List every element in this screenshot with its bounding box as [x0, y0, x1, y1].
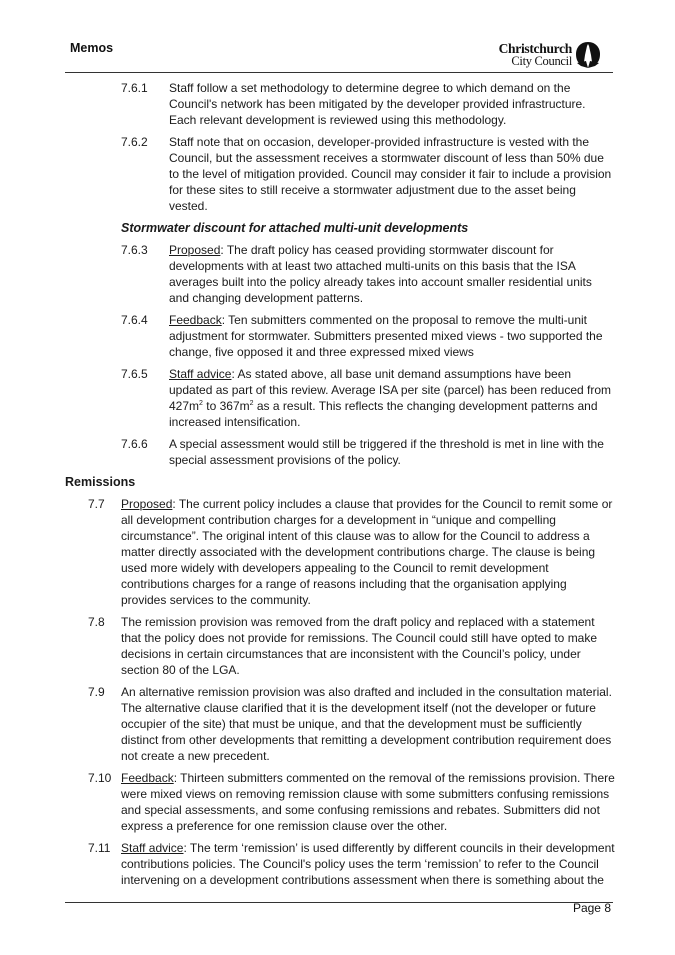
paragraph-number: 7.6.2 [121, 135, 148, 149]
paragraph-7-6-5 [0, 366, 675, 430]
paragraph-content: : Ten submitters commented on the proposal to remove the multi-unit adjustment for stormwater. Submitters presented mixed views - two supported the change, five opposed it and three expressed mixed views [169, 313, 603, 359]
paragraph-label: Proposed [169, 243, 221, 257]
paragraph-number: 7.11 [88, 841, 111, 855]
logo-text [499, 43, 572, 67]
paragraph-number: 7.8 [88, 615, 105, 629]
paragraph-7-6-6 [0, 436, 675, 468]
paragraph-text: An alternative remission provision was also drafted and included in the consultation material. The alternative clause clarified that it is the development itself (not the developer or future occupier of the site) that must be unique, and that the development must be sufficiently distinct from other developments that remitting a development contribution requirement does not create a new precedent. [121, 685, 612, 763]
paragraph-number: 7.10 [88, 771, 112, 785]
heading-remissions: Remissions [65, 475, 136, 489]
paragraph-text [121, 496, 615, 608]
paragraph-text [169, 242, 615, 306]
paragraph-number: 7.6.4 [121, 313, 148, 327]
paragraph-content: as a result. This reflects the changing development patterns and increased intensification. [169, 399, 598, 429]
paragraph-content: to 367m [202, 399, 250, 413]
paragraph-label: Feedback [121, 771, 174, 785]
logo-line1: Christchurch [498, 41, 572, 56]
paragraph-text [169, 312, 615, 360]
paragraph-7-6-3 [0, 242, 675, 306]
paragraph-7-6-2 [0, 134, 675, 214]
paragraph-text: Staff note that on occasion, developer-provided infrastructure is vested with the Council, but the assessment receives a stormwater discount of less than 50% due to the level of mitigation provided. Council may consider it fair to include a provision for these sites to still receive a stormwater adjustment due to the asset being vested. [169, 135, 612, 213]
paragraph-number: 7.7 [88, 497, 105, 511]
paragraph-text [121, 840, 615, 888]
paragraph-7-7 [0, 496, 675, 608]
paragraph-number: 7.9 [88, 685, 105, 699]
header-title: Memos [70, 41, 114, 55]
paragraph-label: Staff advice [121, 841, 184, 855]
paragraph-number: 7.6.5 [121, 367, 148, 381]
document-body [0, 80, 675, 888]
paragraph-label: Proposed [121, 497, 173, 511]
paragraph-content: : The current policy includes a clause that provides for the Council to remit some or all development contribution charges for a development in “unique and compelling circumstance”. The original intent of this clause was to allow for the Council to address a matter directly associated with the development contributions charge. The clause is being used more widely with developers appealing to the Council to remit development contributions charges for a range of reasons including that the organisation applying provides services to the community. [121, 497, 613, 607]
paragraph-content: : The term ‘remission’ is used differently by different councils in their development contributions policies. The Council's policy uses the term ‘remission’ to refer to the Council intervening on a development contributions assessment when there is something about the [121, 841, 615, 887]
paragraph-label: Feedback [169, 313, 222, 327]
paragraph-text [121, 770, 615, 834]
paragraph-text [169, 366, 615, 430]
paragraph-text: Staff follow a set methodology to determine degree to which demand on the Council's network has been mitigated by the developer provided infrastructure. Each relevant development is reviewed using this methodology. [169, 81, 586, 127]
paragraph-content: : Thirteen submitters commented on the removal of the remissions provision. There were mixed views on removing remission clause with some submitters confusing remissions and special assessments, and some confusing remissions and rebates. Submitters did not express a preference for one remission clause over the other. [121, 771, 615, 833]
paragraph-number: 7.6.1 [121, 81, 148, 95]
paragraph-text: The remission provision was removed from the draft policy and replaced with a statement that the policy does not provide for remissions. The Council could still have opted to make decisions in certain circumstances that are inconsistent with the Council’s policy, under section 80 of the LGA. [121, 615, 598, 677]
paragraph-7-10 [0, 770, 675, 834]
superscript: 2 [249, 400, 254, 407]
paragraph-7-6-1 [0, 80, 675, 128]
paragraph-label: Staff advice [169, 367, 232, 381]
paragraph-7-9 [0, 684, 675, 764]
paragraph-text: A special assessment would still be triggered if the threshold is met in line with the special assessment provisions of the policy. [169, 437, 604, 467]
paragraph-content: : The draft policy has ceased providing stormwater discount for developments with at least two attached multi-units on this basis that the ISA averages built into the policy already takes into account smaller residential units and changing development patterns. [169, 243, 592, 305]
paragraph-number: 7.6.3 [121, 243, 148, 257]
paragraph-7-11 [0, 840, 675, 888]
cathedral-spire-icon [575, 41, 601, 69]
paragraph-content: : As stated above, all base unit demand assumptions have been updated as part of this review. Average ISA per site (parcel) has been reduced from 427m [169, 367, 612, 413]
logo-line2: City Council [511, 54, 572, 68]
footer-divider [65, 902, 613, 903]
header-divider [65, 72, 613, 73]
page-number: Page 8 [572, 901, 611, 915]
superscript: 2 [199, 400, 203, 407]
paragraph-number: 7.6.6 [121, 437, 148, 451]
paragraph-7-6-4 [0, 312, 675, 360]
council-logo [499, 40, 601, 70]
subheading-stormwater-discount: Stormwater discount for attached multi-unit developments [121, 221, 469, 235]
paragraph-7-8 [0, 614, 675, 678]
